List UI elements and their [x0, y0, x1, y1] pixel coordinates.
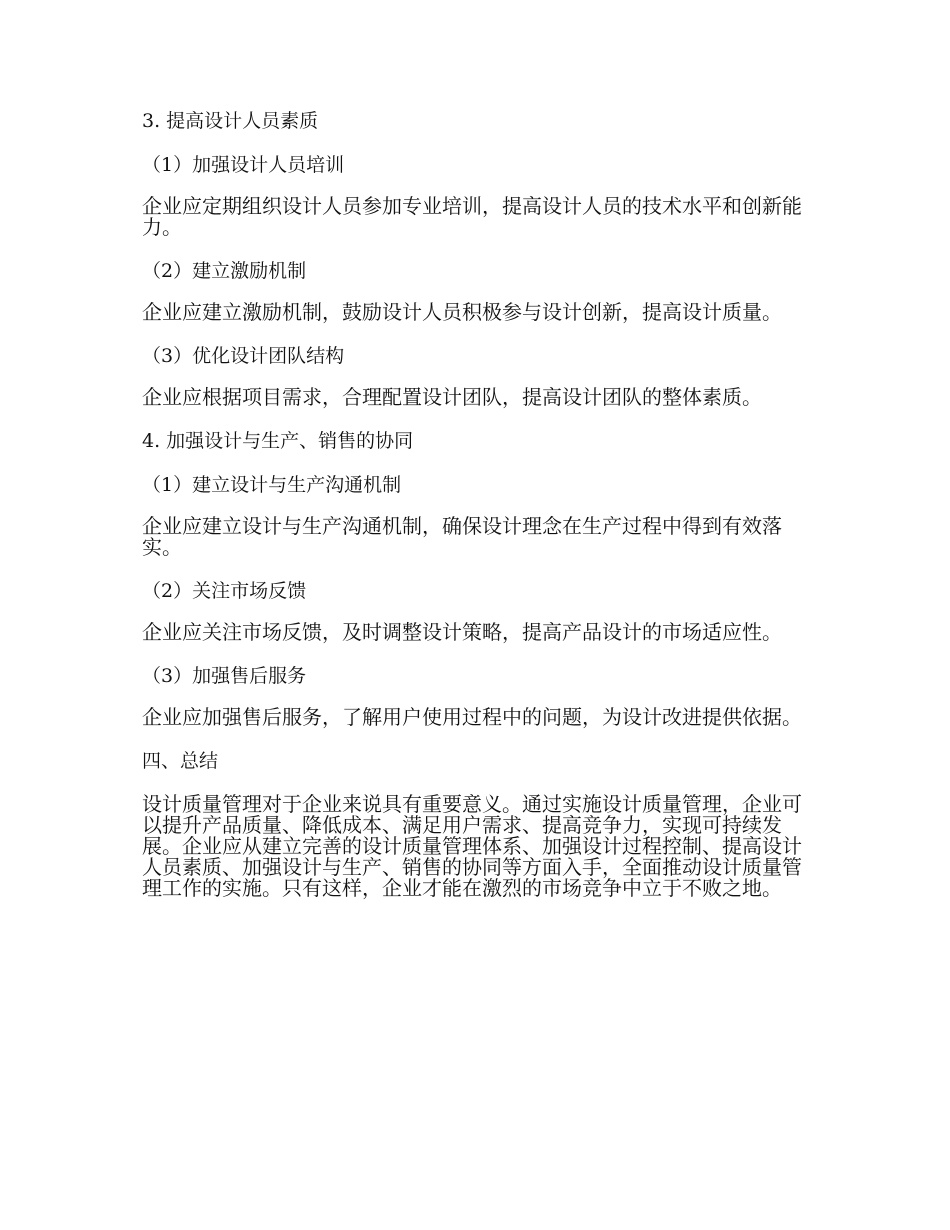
paragraph-communication: 企业应建立设计与生产沟通机制，确保设计理念在生产过程中得到有效落实。	[142, 514, 782, 559]
subheading-1: （1）加强设计人员培训	[142, 154, 345, 176]
paragraph-training: 企业应定期组织设计人员参加专业培训，提高设计人员的技术水平和创新能力。	[142, 194, 802, 239]
subheading-2b: （2）关注市场反馈	[142, 580, 307, 602]
subheading-3: （3）优化设计团队结构	[142, 345, 345, 367]
subheading-2: （2）建立激励机制	[142, 260, 307, 282]
paragraph-team-structure: 企业应根据项目需求，合理配置设计团队，提高设计团队的整体素质。	[142, 385, 762, 409]
paragraph-after-sales: 企业应加强售后服务，了解用户使用过程中的问题，为设计改进提供依据。	[142, 705, 802, 729]
subheading-3b: （3）加强售后服务	[142, 665, 307, 687]
section-heading-3: 3. 提高设计人员素质	[142, 110, 319, 132]
document-page	[142, 110, 802, 921]
paragraph-market-feedback: 企业应关注市场反馈，及时调整设计策略，提高产品设计的市场适应性。	[142, 620, 782, 644]
section-heading-summary: 四、总结	[142, 750, 219, 772]
paragraph-summary: 设计质量管理对于企业来说具有重要意义。通过实施设计质量管理，企业可以提升产品质量、降低成本、满足用户需求、提高竞争力，实现可持续发展。企业应从建立完善的设计质量管理体系、加强设计过程控制、提高设计人员素质、加强设计与生产、销售的协同等方面入手，全面推动设计质量管理工作的实施。只有这样，企业才能在激烈的市场竞争中立于不败之地。	[142, 792, 802, 900]
section-heading-4: 4. 加强设计与生产、销售的协同	[142, 430, 414, 452]
subheading-1b: （1）建立设计与生产沟通机制	[142, 474, 402, 496]
paragraph-incentive: 企业应建立激励机制，鼓励设计人员积极参与设计创新，提高设计质量。	[142, 300, 782, 324]
